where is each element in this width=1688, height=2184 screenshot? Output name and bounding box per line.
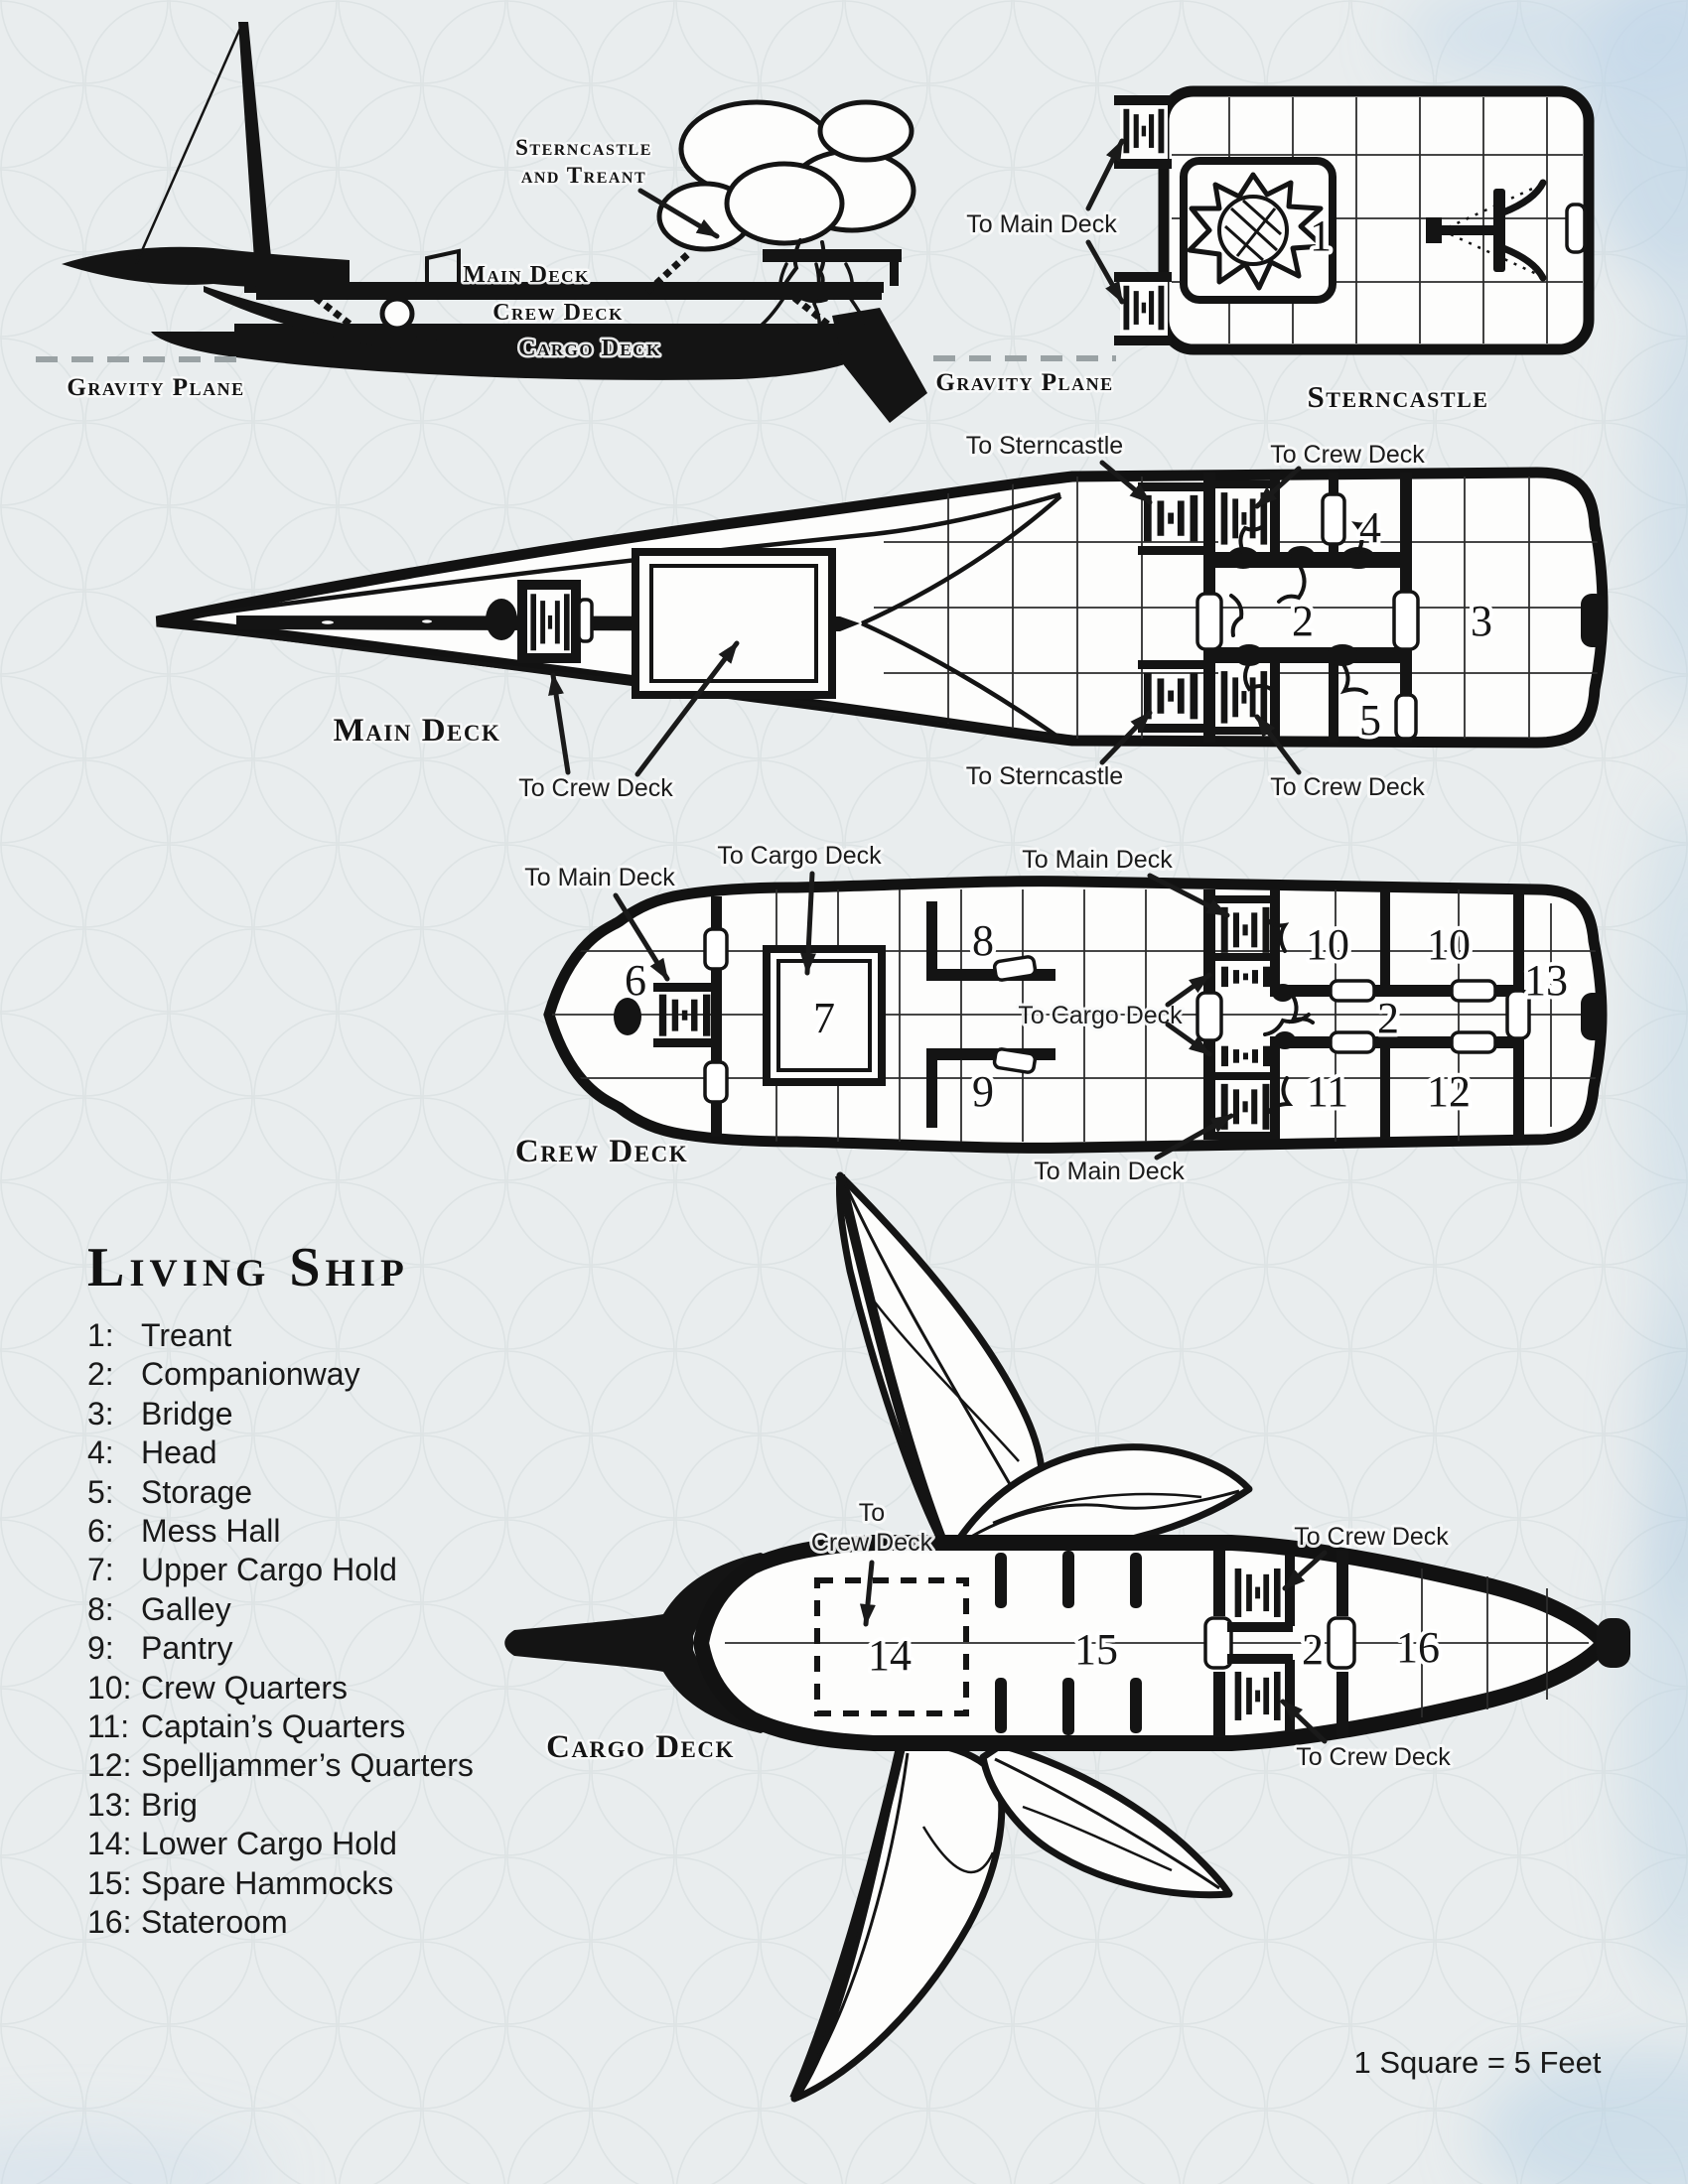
room-num-brig: 13 xyxy=(1524,956,1568,1005)
legend-name: Treant xyxy=(141,1317,232,1353)
room-num-bridge: 3 xyxy=(1471,597,1492,645)
room-num-crew-quarters-a: 10 xyxy=(1306,920,1349,969)
legend-name: Companionway xyxy=(141,1356,360,1392)
door-head xyxy=(1323,494,1344,544)
main-deck-crew-hatch xyxy=(517,580,592,663)
label-to-crew-deck-bottom-right: To Crew Deck xyxy=(1270,773,1425,801)
crew-deck-caption: Crew Deck xyxy=(514,1134,689,1169)
legend-name: Mess Hall xyxy=(141,1513,281,1549)
legend-name: Stateroom xyxy=(141,1904,288,1940)
gravity-plane-label-right: Gravity Plane xyxy=(935,369,1114,396)
legend-name: Storage xyxy=(141,1474,253,1510)
legend-num: 3: xyxy=(87,1396,114,1432)
profile-cargo-deck-label: Cargo Deck xyxy=(518,336,661,361)
label-to-main-deck-bottom: To Main Deck xyxy=(1034,1158,1185,1185)
legend-num: 8: xyxy=(87,1591,114,1627)
room-num-lower-cargo: 14 xyxy=(868,1631,912,1680)
door-bridge xyxy=(1394,592,1418,649)
room-num-companionway-crew: 2 xyxy=(1377,994,1399,1042)
sterncastle-hatch-bottom xyxy=(1114,272,1172,345)
label-to-sterncastle-top: To Sterncastle xyxy=(965,432,1124,460)
room-num-spare-hammocks: 15 xyxy=(1074,1625,1118,1674)
room-num-captains-quarters: 11 xyxy=(1306,1067,1349,1116)
mast-icon xyxy=(486,599,517,640)
label-to-crew-deck-bow-line1: To xyxy=(858,1499,886,1527)
door-crew-quarters-a xyxy=(1331,981,1374,1001)
door-spelljammers-quarters xyxy=(1452,1032,1495,1052)
room-num-companionway-main: 2 xyxy=(1292,597,1314,645)
label-to-cargo-deck-mid: To Cargo Deck xyxy=(1018,1002,1183,1029)
legend-name: Lower Cargo Hold xyxy=(141,1826,397,1861)
legend-num: 11: xyxy=(87,1708,130,1744)
label-to-main-deck-sterncastle: To Main Deck xyxy=(966,210,1117,238)
sterncastle-stern-door xyxy=(1567,205,1585,252)
legend-num: 2: xyxy=(87,1356,114,1392)
legend-name: Spare Hammocks xyxy=(141,1865,394,1901)
legend-num: 16: xyxy=(87,1904,132,1940)
label-to-main-deck-top-right: To Main Deck xyxy=(1022,846,1173,874)
legend-num: 10: xyxy=(87,1670,132,1706)
to-crew-hatch-top xyxy=(1213,480,1275,550)
legend-name: Spelljammer’s Quarters xyxy=(141,1747,474,1783)
door-crew-quarters-b xyxy=(1452,981,1495,1001)
label-to-crew-deck-top: To Crew Deck xyxy=(1294,1523,1449,1551)
sterncastle-hatch-top xyxy=(1114,95,1172,169)
sterncastle-caption: Sterncastle xyxy=(1307,379,1489,414)
door-pantry xyxy=(994,1048,1036,1073)
room-num-storage: 5 xyxy=(1359,696,1381,745)
room-num-mess-hall: 6 xyxy=(625,956,646,1005)
scale-note: 1 Square = 5 Feet xyxy=(1353,2045,1602,2080)
room-num-crew-quarters-b: 10 xyxy=(1427,920,1471,969)
legend-num: 15: xyxy=(87,1865,132,1901)
crew-deck-plan xyxy=(515,842,1607,1185)
cargo-deck-caption: Cargo Deck xyxy=(546,1729,735,1765)
label-to-crew-deck-top-right: To Crew Deck xyxy=(1270,441,1425,469)
room-num-pantry: 9 xyxy=(972,1067,994,1116)
door-main-companionway xyxy=(1197,594,1221,649)
callout-sterncastle-treant-line2: and Treant xyxy=(520,163,647,188)
profile-sterncastle-platform xyxy=(763,249,902,262)
legend-num: 13: xyxy=(87,1787,132,1823)
room-num-spelljammers-quarters: 12 xyxy=(1427,1067,1471,1116)
label-to-crew-deck-left: To Crew Deck xyxy=(518,774,673,802)
legend-num: 9: xyxy=(87,1630,114,1666)
label-to-crew-deck-bottom: To Crew Deck xyxy=(1296,1743,1451,1771)
door-companionway-crew xyxy=(1197,993,1221,1040)
room-num-treant: 1 xyxy=(1310,211,1332,260)
stern-door-nub xyxy=(1581,594,1607,647)
label-to-main-deck-bow: To Main Deck xyxy=(524,864,675,891)
legend-name: Bridge xyxy=(141,1396,233,1432)
profile-main-deck-label: Main Deck xyxy=(463,262,590,288)
main-deck-caption: Main Deck xyxy=(333,713,501,749)
legend-num: 6: xyxy=(87,1513,114,1549)
legend-title: Living Ship xyxy=(87,1237,409,1298)
door-captains-quarters xyxy=(1331,1032,1374,1052)
legend-name: Crew Quarters xyxy=(141,1670,349,1706)
room-num-galley: 8 xyxy=(972,916,994,965)
label-to-crew-deck-bow-line2: Crew Deck xyxy=(810,1529,933,1557)
legend-name: Head xyxy=(141,1434,217,1470)
legend-num: 12: xyxy=(87,1747,132,1783)
legend-num: 5: xyxy=(87,1474,114,1510)
door-galley xyxy=(994,956,1036,981)
callout-sterncastle-treant-line1: Sterncastle xyxy=(515,135,652,160)
gravity-plane-label-left: Gravity Plane xyxy=(67,374,245,401)
door-mess-bottom xyxy=(705,1062,727,1102)
room-num-upper-cargo: 7 xyxy=(813,994,835,1042)
room-num-stateroom: 16 xyxy=(1396,1623,1440,1672)
stern-door-nub-crew xyxy=(1581,993,1607,1040)
legend-name: Brig xyxy=(141,1787,198,1823)
profile-crew-deck-label: Crew Deck xyxy=(492,300,624,326)
stern-door-nub-cargo xyxy=(1597,1618,1630,1668)
door-storage xyxy=(1396,695,1416,739)
label-to-sterncastle-bottom: To Sterncastle xyxy=(965,762,1124,790)
legend-num: 1: xyxy=(87,1317,114,1353)
legend-name: Galley xyxy=(141,1591,231,1627)
legend-name: Captain’s Quarters xyxy=(141,1708,406,1744)
room-num-head: 4 xyxy=(1359,503,1381,552)
door-mess-top xyxy=(705,929,727,969)
label-to-cargo-deck-top: To Cargo Deck xyxy=(717,842,882,870)
legend-name: Upper Cargo Hold xyxy=(141,1552,397,1587)
legend-num: 14: xyxy=(87,1826,132,1861)
room-num-companionway-cargo: 2 xyxy=(1302,1625,1324,1674)
door-stateroom xyxy=(1329,1618,1354,1668)
legend-num: 4: xyxy=(87,1434,114,1470)
upper-cargo-opening xyxy=(635,552,832,695)
legend-num: 7: xyxy=(87,1552,114,1587)
legend-name: Pantry xyxy=(141,1630,233,1666)
